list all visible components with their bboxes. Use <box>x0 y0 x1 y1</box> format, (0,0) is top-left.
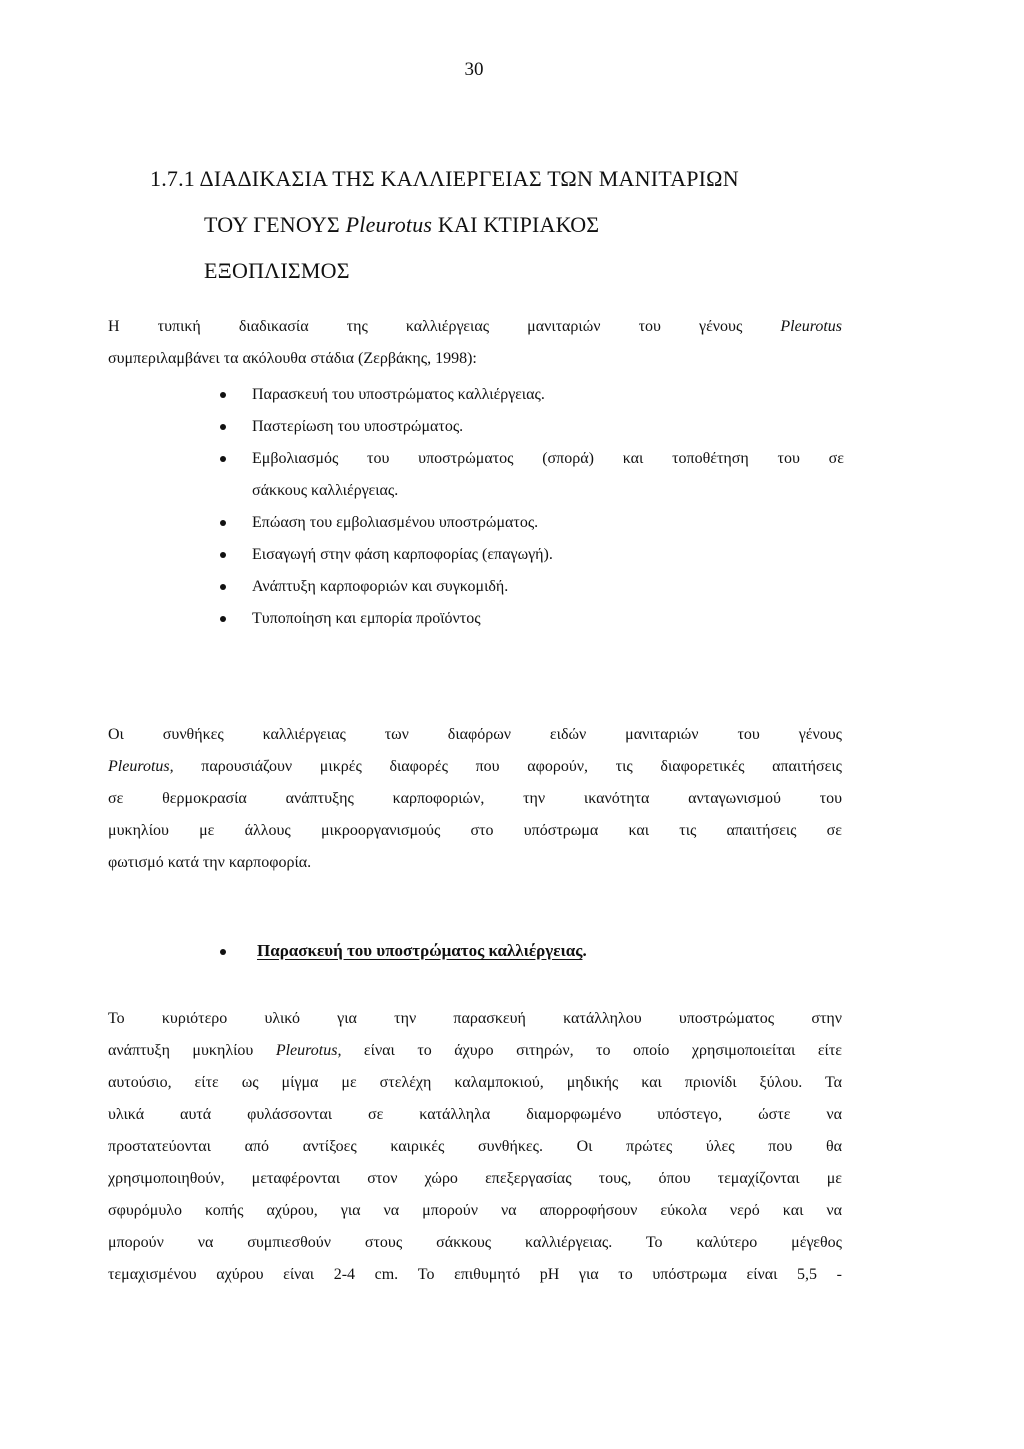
cultivation-steps-list <box>220 379 844 635</box>
list-item-line: Εμβολιασμός του υποστρώματος (σπορά) και τοποθέτηση του σε <box>252 450 844 467</box>
chapter-heading <box>150 156 870 294</box>
bullet-icon <box>220 424 226 430</box>
paragraph-line: τεμαχισμένου αχύρου είναι 2-4 cm. Το επιθυμητό pH για το υπόστρωμα είναι 5,5 - <box>108 1266 842 1283</box>
list-item <box>220 411 844 443</box>
list-item-text: Εισαγωγή στην φάση καρποφορίας (επαγωγή). <box>252 546 553 563</box>
intro-line-2: συμπεριλαμβάνει τα ακόλουθα στάδια (Ζερβάκης, 1998): <box>108 350 477 367</box>
paragraph-line: αυτούσιο, είτε ως μίγμα με στελέχη καλαμποκιού, μηδικής και πριονίδι ξύλου. Τα <box>108 1074 842 1091</box>
list-item <box>220 603 844 635</box>
list-item <box>220 443 844 507</box>
bullet-icon <box>220 616 226 622</box>
paragraph-line: Το κυριότερο υλικό για την παρασκευή κατάλληλου υποστρώματος στην <box>108 1010 842 1027</box>
list-item <box>220 507 844 539</box>
heading-line-1: 1.7.1 ΔΙΑΔΙΚΑΣΙΑ ΤΗΣ ΚΑΛΛΙΕΡΓΕΙΑΣ ΤΩΝ ΜΑΝΙΤΑΡΙΩΝ <box>150 166 739 191</box>
paragraph-line-start: ανάπτυξη μυκηλίου <box>108 1042 276 1059</box>
conditions-paragraph <box>108 719 842 879</box>
section-heading <box>220 936 587 966</box>
genus-name: Pleurotus, <box>275 1042 342 1059</box>
bullet-icon <box>220 949 226 955</box>
paragraph-line: μυκηλίου με άλλους μικροοργανισμούς στο υπόστρωμα και τις απαιτήσεις σε <box>108 822 842 839</box>
intro-line-1-text: Η τυπική διαδικασία της καλλιέργειας μανιταριών του γένους <box>108 318 781 335</box>
page-number: 30 <box>464 59 484 80</box>
intro-paragraph <box>108 311 842 375</box>
list-item-text: Παρασκευή του υποστρώματος καλλιέργειας. <box>252 386 545 403</box>
heading-line-2-start: ΤΟΥ ΓΕΝΟΥΣ <box>204 212 346 237</box>
list-item-text: Παστερίωση του υποστρώματος. <box>252 418 464 435</box>
list-item-text: Ανάπτυξη καρποφοριών και συγκομιδή. <box>252 578 509 595</box>
paragraph-line: προστατεύονται από αντίξοες καιρικές συνθήκες. Οι πρώτες ύλες που θα <box>108 1138 842 1155</box>
paragraph-line: μπορούν να συμπιεσθούν στους σάκκους καλλιέργειας. Το καλύτερο μέγεθος <box>108 1234 842 1251</box>
heading-line-3: ΕΞΟΠΛΙΣΜΟΣ <box>204 258 350 283</box>
paragraph-line: Οι συνθήκες καλλιέργειας των διαφόρων ειδών μανιταριών του γένους <box>108 726 842 743</box>
section-heading-text: Παρασκευή του υποστρώματος καλλιέργειας <box>257 941 583 960</box>
substrate-paragraph <box>108 1003 842 1291</box>
bullet-icon <box>220 456 226 462</box>
paragraph-line <box>108 751 842 783</box>
bullet-icon <box>220 552 226 558</box>
intro-line-1 <box>108 311 842 343</box>
heading-genus-name: Pleurotus <box>345 212 433 237</box>
genus-name: Pleurotus, <box>108 758 174 775</box>
list-item <box>220 571 844 603</box>
paragraph-line-end: είναι το άχυρο σιτηρών, το οποίο χρησιμοποιείται είτε <box>341 1042 842 1059</box>
bullet-icon <box>220 520 226 526</box>
paragraph-line: χρησιμοποιηθούν, μεταφέρονται στον χώρο επεξεργασίας τους, όπου τεμαχίζονται με <box>108 1170 842 1187</box>
bullet-icon <box>220 584 226 590</box>
list-item-line: σάκκους καλλιέργειας. <box>252 482 399 499</box>
intro-genus-name: Pleurotus <box>780 318 842 335</box>
paragraph-line: σφυρόμυλο κοπής αχύρου, για να μπορούν να απορροφήσουν εύκολα νερό και να <box>108 1202 842 1219</box>
paragraph-line <box>108 1035 842 1067</box>
paragraph-line-rest: παρουσιάζουν μικρές διαφορές που αφορούν, τις διαφορετικές απαιτήσεις <box>173 758 842 775</box>
bullet-icon <box>220 392 226 398</box>
list-item-text: Τυποποίηση και εμπορία προϊόντος <box>252 610 481 627</box>
paragraph-line: υλικά αυτά φυλάσσονται σε κατάλληλα διαμορφωμένο υπόστεγο, ώστε να <box>108 1106 842 1123</box>
paragraph-line: σε θερμοκρασία ανάπτυξης καρποφοριών, την ικανότητα ανταγωνισμού του <box>108 790 842 807</box>
list-item-text <box>252 443 844 507</box>
section-heading-period: . <box>582 941 587 960</box>
list-item-text: Επώαση του εμβολιασμένου υποστρώματος. <box>252 514 539 531</box>
list-item <box>220 539 844 571</box>
heading-line-2-end: ΚΑΙ ΚΤΙΡΙΑΚΟΣ <box>432 212 600 237</box>
heading-line-2 <box>150 202 870 248</box>
list-item <box>220 379 844 411</box>
paragraph-line: φωτισμό κατά την καρποφορία. <box>108 854 312 871</box>
